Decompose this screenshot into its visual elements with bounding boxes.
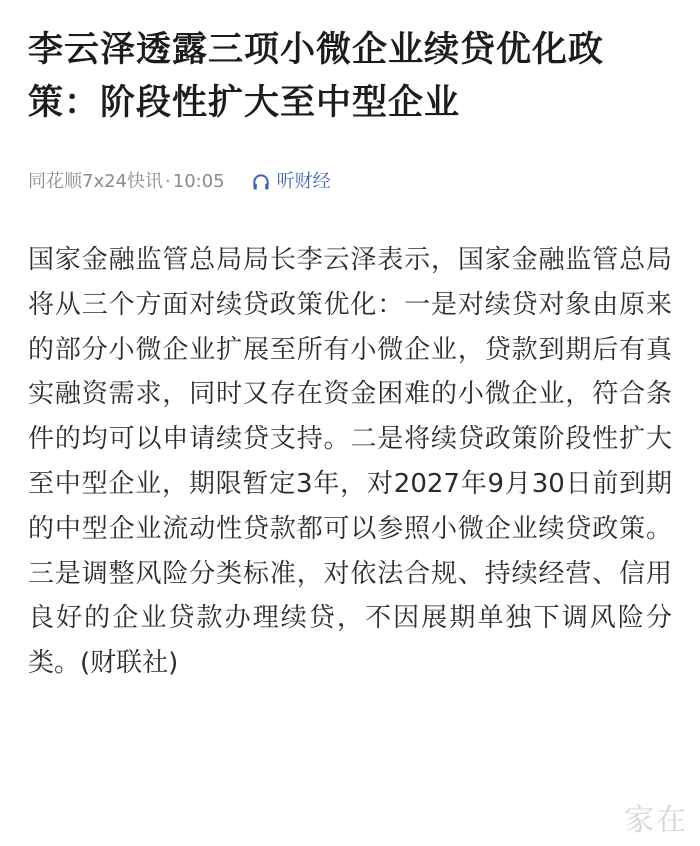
article-body: 国家金融监管总局局长李云泽表示，国家金融监管总局将从三个方面对续贷政策优化：一是对续贷对象由原来的部分小微企业扩展至所有小微企业，贷款到期后有真实融资需求，同时又存在资金困难的小微企业，符合条件的均可以申请续贷支持。二是将续贷政策阶段性扩大至中型企业，期限暂定3年，对2027年9月30日前到期的中型企业流动性贷款都可以参照小微企业续贷政策。三是调整风险分类标准，对依法合规、持续经营、信用良好的企业贷款办理续贷，不因展期单独下调风险分类。(财联社) [28, 245, 672, 679]
headphones-icon [251, 172, 271, 192]
article-title: 李云泽透露三项小微企业续贷优化政策：阶段性扩大至中型企业 [28, 30, 605, 123]
publish-time: 10:05 [172, 171, 225, 192]
meta-separator: · [165, 171, 171, 192]
article-meta [28, 170, 672, 194]
listen-button[interactable] [251, 170, 331, 194]
site-watermark: 家在 [624, 803, 688, 838]
listen-label: 听财经 [276, 171, 331, 192]
source-label: 同花顺7x24快讯 [28, 171, 164, 192]
